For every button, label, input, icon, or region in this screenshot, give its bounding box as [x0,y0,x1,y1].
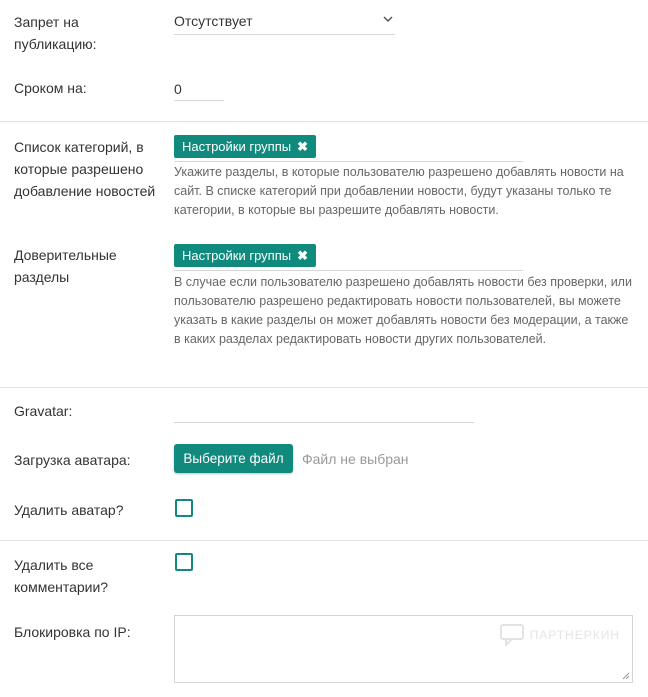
section-divider [0,121,648,122]
section-divider [0,540,648,541]
categories-select[interactable] [174,135,523,162]
chat-bubble-icon [500,624,524,646]
ip-block-label: Блокировка по IP: [14,624,131,640]
trusted-sections-chip-label: Настройки группы [182,248,292,263]
delete-avatar-label: Удалить аватар? [14,502,124,518]
watermark-text: ПАРТНЕРКИН [529,628,620,642]
avatar-upload-label: Загрузка аватара: [14,452,131,468]
categories-chip[interactable] [174,135,316,158]
term-input[interactable] [174,78,224,101]
remove-chip-icon[interactable]: ✖ [297,139,309,154]
delete-comments-label: Удалить все комментарии? [14,557,109,595]
section-divider [0,387,648,388]
choose-file-button[interactable]: Выберите файл [174,444,293,473]
file-status: Файл не выбран [302,451,409,467]
categories-label: Список категорий, в которые разрешено добавление новостей [14,139,156,199]
categories-help: Укажите разделы, в которые пользователю разрешено добавлять новости на сайт. В списке категорий при добавлении новости, будут указаны только те категории, в которые вы разрешите добавлять новости. [174,165,624,217]
delete-avatar-checkbox[interactable] [175,499,193,517]
trusted-sections-chip[interactable] [174,244,316,267]
ip-block-textarea[interactable] [174,615,633,683]
term-label: Сроком на: [14,80,87,96]
trusted-sections-help: В случае если пользователю разрешено добавлять новости без проверки, или пользователю разрешено редактировать новости пользователей, вы можете указать в какие разделы он может добавлять новости без модерации, а также в каких разделах редактировать новости других пользователей. [174,275,632,346]
gravatar-input[interactable] [174,400,474,423]
gravatar-label: Gravatar: [14,403,73,419]
delete-comments-checkbox[interactable] [175,553,193,571]
publish-ban-value: Отсутствует [174,13,253,29]
publish-ban-label: Запрет на публикацию: [14,14,97,52]
trusted-sections-label: Доверительные разделы [14,247,117,285]
remove-chip-icon[interactable]: ✖ [297,248,309,263]
chevron-down-icon [381,12,395,26]
categories-chip-label: Настройки группы [182,139,292,154]
trusted-sections-select[interactable] [174,244,523,271]
resize-handle-icon[interactable] [622,672,630,680]
publish-ban-select[interactable] [174,10,395,35]
watermark [500,624,620,646]
